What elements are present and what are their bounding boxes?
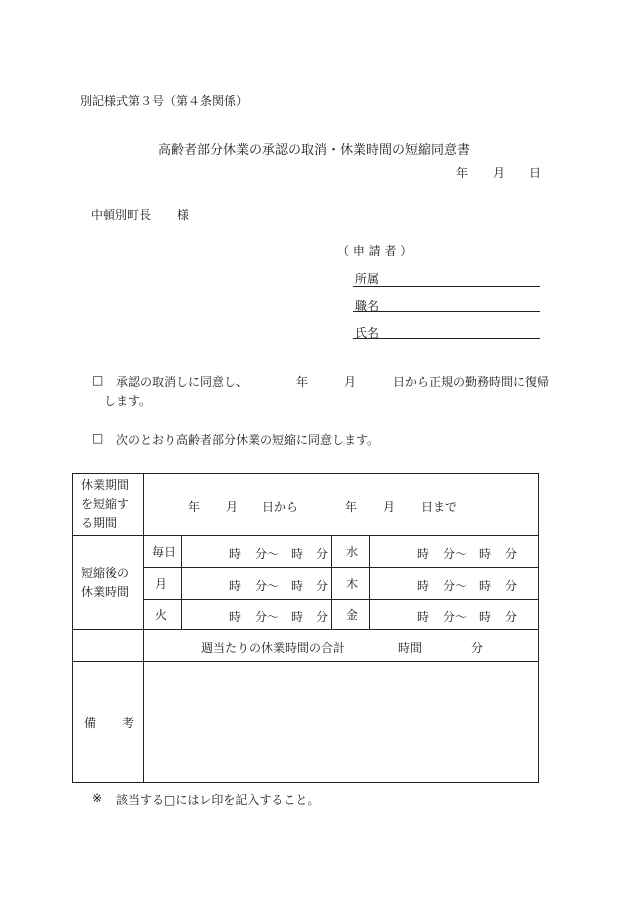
time-cell-thu[interactable] [370,568,539,600]
remarks-label-b: 考 [122,716,135,730]
weekly-total-row [73,630,539,662]
period-year-to: 年 [345,500,358,514]
footnote-text: 該当する□にはレ印を記入すること。 [116,793,320,807]
minute-from-label: 分～ [443,547,468,561]
addressee-honorific: 様 [177,208,190,222]
name-field[interactable] [353,338,540,339]
time-cell-mainichi[interactable] [182,536,332,568]
minute-from-label: 分～ [255,610,280,624]
minute-label: 分 [505,610,518,624]
time-cell-tue[interactable] [182,600,332,630]
weekly-total-hours: 時間 [398,641,423,655]
minute-from-label: 分～ [443,610,468,624]
form-number: 別記様式第３号（第４条関係） [80,94,249,108]
date-day: 日 [529,166,542,180]
period-label-line3: る期間 [81,516,118,530]
remarks-row [73,662,539,783]
option-cancel-text-cont: します。 [104,394,152,408]
document-title: 高齢者部分休業の承認の取消・休業時間の短縮同意書 [158,143,471,158]
period-day-from: 日から [262,500,299,514]
minute-label: 分 [505,547,518,561]
period-month-from: 月 [226,500,239,514]
hours-label-cell [73,536,144,630]
remarks-field[interactable] [144,662,539,783]
hour-label: 時 [479,610,492,624]
hours-label-line2: 休業時間 [81,584,130,599]
period-label-cell [73,474,144,536]
weekly-total-label: 週当たりの休業時間の合計 [201,641,346,655]
period-month-to: 月 [383,500,396,514]
hour-label: 時 [291,579,304,593]
affiliation-field[interactable] [353,286,540,287]
hour-label: 時 [229,547,242,561]
date-year: 年 [456,166,469,180]
weekly-total-blank [73,630,144,662]
position-label: 職名 [355,299,380,313]
option-cancel-text: 承認の取消しに同意し、 [116,375,249,389]
time-row [73,536,539,568]
period-label-line1: 休業期間 [81,478,130,492]
time-cell-mon[interactable] [182,568,332,600]
day-cell-thu: 木 [332,568,370,600]
affiliation-label: 所属 [355,272,380,286]
minute-label: 分 [316,610,329,624]
day-cell-mon: 月 [144,568,182,600]
minute-from-label: 分～ [443,579,468,593]
time-cell-fri[interactable] [370,600,539,630]
addressee-name: 中頓別町長 [91,208,152,222]
position-field[interactable] [353,311,540,312]
hour-label: 時 [479,547,492,561]
option-cancel-year: 年 [296,375,309,389]
hour-label: 時 [417,579,430,593]
date-month: 月 [493,166,506,180]
period-year-from: 年 [188,500,201,514]
option-shorten-text: 次のとおり高齢者部分休業の短縮に同意します。 [116,433,380,447]
hours-label-line1: 短縮後の [81,565,130,580]
name-label: 氏名 [355,326,380,340]
minute-label: 分 [316,579,329,593]
applicant-heading: （ 申 請 者 ） [337,244,413,258]
hour-label: 時 [229,579,242,593]
day-cell-wed: 水 [332,536,370,568]
day-cell-tue: 火 [144,600,182,630]
period-label-line2: を短縮す [81,497,130,511]
hour-label: 時 [417,610,430,624]
hour-label: 時 [291,610,304,624]
hour-label: 時 [229,610,242,624]
hour-label: 時 [479,579,492,593]
option-cancel-text-2: 日から正規の勤務時間に復帰 [393,375,550,389]
weekly-total-cell[interactable] [144,630,539,662]
checkbox-cancel[interactable]: □ [92,373,104,387]
remarks-label-cell [73,662,144,783]
minute-label: 分 [316,547,329,561]
option-cancel-month: 月 [344,375,357,389]
day-cell-fri: 金 [332,600,370,630]
hour-label: 時 [417,547,430,561]
time-cell-wed[interactable] [370,536,539,568]
period-day-to: 日まで [421,500,458,514]
period-row [73,474,539,536]
day-cell-mainichi: 毎日 [144,536,182,568]
weekly-total-minutes: 分 [471,641,484,655]
checkbox-shorten[interactable]: □ [92,431,104,445]
footnote-mark: ※ [92,791,103,805]
remarks-label-a: 備 [84,716,97,730]
hour-label: 時 [291,547,304,561]
minute-from-label: 分～ [255,579,280,593]
minute-from-label: 分～ [255,547,280,561]
period-value-cell[interactable] [144,474,539,536]
leave-table [72,473,539,783]
minute-label: 分 [505,579,518,593]
